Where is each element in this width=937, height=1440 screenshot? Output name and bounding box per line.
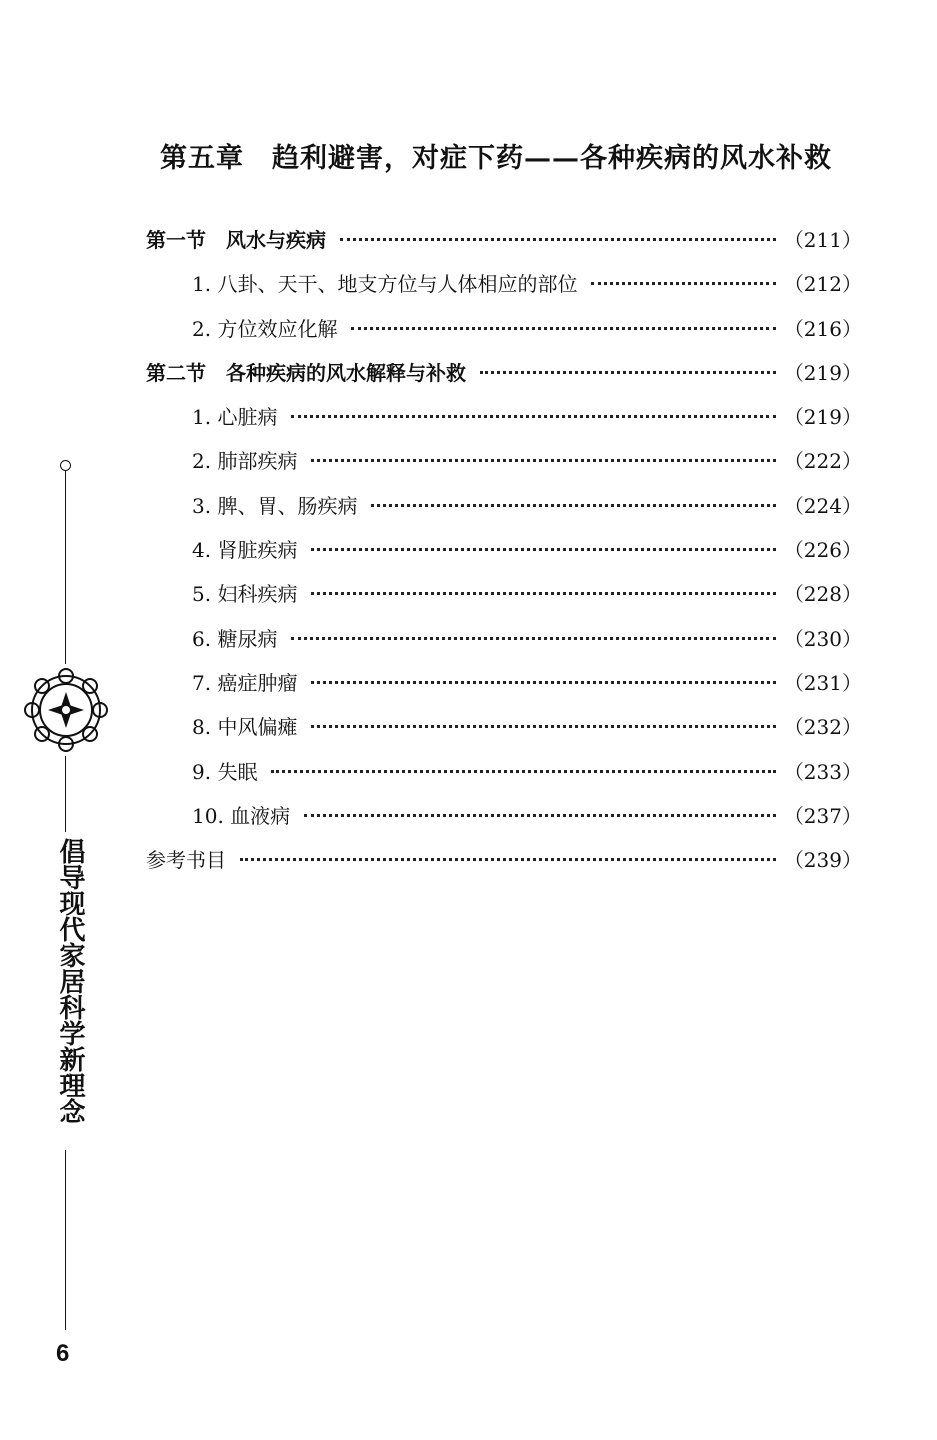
toc-page: （230） — [783, 626, 862, 651]
toc-label: 第二节 各种疾病的风水解释与补救 — [146, 360, 466, 385]
sidebar-rule-top — [65, 470, 66, 664]
toc-label: 1. 心脏病 — [192, 405, 278, 430]
toc-page: （232） — [783, 715, 862, 740]
toc-row[interactable] — [146, 268, 862, 312]
toc-page: （216） — [783, 316, 862, 341]
toc-leader-dots — [271, 770, 775, 773]
toc-page: （226） — [783, 538, 862, 563]
toc-row[interactable] — [146, 224, 862, 268]
sidebar-rule-middle — [65, 756, 66, 832]
toc-leader-dots — [480, 371, 776, 374]
toc-leader-dots — [311, 725, 775, 728]
toc-label: 9. 失眠 — [192, 759, 258, 784]
toc-label: 参考书目 — [146, 848, 226, 873]
toc-label: 第一节 风水与疾病 — [146, 228, 326, 252]
toc-label: 8. 中风偏瘫 — [192, 715, 298, 740]
page-number: 6 — [56, 1340, 70, 1367]
toc-row[interactable] — [146, 844, 862, 888]
toc-row[interactable] — [146, 313, 862, 357]
toc-label: 2. 肺部疾病 — [192, 449, 298, 474]
toc-label: 5. 妇科疾病 — [192, 582, 298, 607]
toc-leader-dots — [304, 814, 776, 817]
toc-page: （212） — [783, 272, 862, 297]
toc-leader-dots — [291, 415, 775, 418]
toc-row[interactable] — [146, 800, 862, 844]
toc-page: （239） — [783, 848, 862, 873]
toc-row[interactable] — [146, 490, 862, 534]
sidebar-rule-bottom — [65, 1150, 66, 1330]
ornament-emblem-icon — [20, 664, 112, 756]
chapter-title: 第五章 趋利避害，对症下药——各种疾病的风水补救 — [160, 143, 832, 174]
series-title: 倡导现代家居科学新理念 — [55, 838, 85, 1124]
toc-leader-dots — [291, 637, 775, 640]
toc-page: （224） — [783, 493, 862, 518]
toc-label: 7. 癌症肿瘤 — [192, 670, 298, 695]
toc-label: 2. 方位效应化解 — [192, 316, 338, 341]
toc-page: （237） — [783, 803, 862, 828]
toc-row[interactable] — [146, 534, 862, 578]
toc-row[interactable] — [146, 445, 862, 489]
toc-leader-dots — [371, 504, 775, 507]
toc-row[interactable] — [146, 756, 862, 800]
toc-page: （222） — [783, 449, 862, 474]
toc-page: （231） — [783, 670, 862, 695]
toc-row[interactable] — [146, 578, 862, 622]
toc-leader-dots — [591, 282, 775, 285]
toc-row[interactable] — [146, 401, 862, 445]
toc-page: （211） — [783, 228, 862, 252]
toc-page: （219） — [783, 405, 862, 430]
toc-label: 1. 八卦、天干、地支方位与人体相应的部位 — [192, 272, 578, 297]
toc-row[interactable] — [146, 667, 862, 711]
toc-leader-dots — [311, 459, 775, 462]
toc-page: （219） — [783, 360, 862, 385]
toc-leader-dots — [311, 592, 775, 595]
toc-label: 3. 脾、胃、肠疾病 — [192, 493, 358, 518]
toc-page: （233） — [783, 759, 862, 784]
toc-label: 10. 血液病 — [192, 803, 291, 828]
toc-label: 6. 糖尿病 — [192, 626, 278, 651]
toc-leader-dots — [351, 327, 775, 330]
toc-row[interactable] — [146, 623, 862, 667]
table-of-contents — [146, 224, 862, 888]
toc-label: 4. 肾脏疾病 — [192, 538, 298, 563]
toc-leader-dots — [311, 548, 775, 551]
toc-row[interactable] — [146, 357, 862, 401]
toc-leader-dots — [340, 238, 776, 241]
toc-leader-dots — [311, 681, 775, 684]
toc-leader-dots — [240, 858, 776, 861]
toc-page: （228） — [783, 582, 862, 607]
toc-row[interactable] — [146, 711, 862, 755]
